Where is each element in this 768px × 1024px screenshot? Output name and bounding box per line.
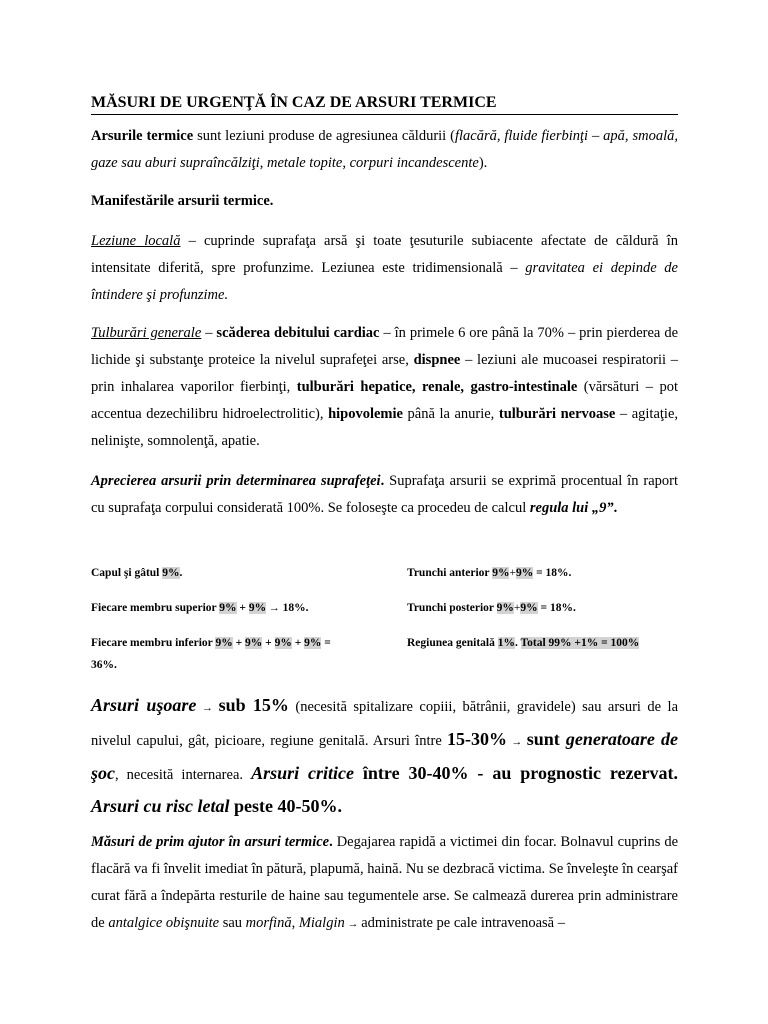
nines-trunk-ant-label: Trunchi anterior xyxy=(407,567,493,579)
local-text: – cuprinde suprafaţa arsă şi toate ţesuturile subiacente afectate de căldură în intensitate diferită, spre profunzime. Leziunea este tridimensională – xyxy=(91,233,678,276)
severity-mild: Arsuri uşoare xyxy=(91,695,197,715)
severity-paragraph xyxy=(91,690,678,824)
intro-text: sunt leziuni produse de agresiunea căldurii ( xyxy=(193,128,455,144)
nines-lower-p1: 9% xyxy=(215,637,233,649)
severity-lethal: Arsuri cu risc letal xyxy=(91,796,230,816)
nines-trunk-post-p2: 9% xyxy=(520,602,538,614)
general-disorders-paragraph xyxy=(91,320,678,455)
nines-upper-plus: + xyxy=(236,602,249,614)
nines-lower-limb xyxy=(91,632,381,676)
local-lesion-paragraph xyxy=(91,228,678,309)
nines-trunk-ant-p2: 9% xyxy=(515,567,534,579)
first-aid-paragraph xyxy=(91,829,678,938)
general-text-2: – leziuni ale mucoasei respiratorii – prin inhalarea vaporilor fierbinţi, xyxy=(91,352,678,395)
rule-of-nine: regula lui „9” xyxy=(529,500,614,516)
nines-lower-plus-2: + xyxy=(262,637,275,649)
first-aid-italic-1: antalgice obişnuite xyxy=(108,915,220,931)
severity-critical: Arsuri critice xyxy=(251,763,354,783)
severity-shock: generatoare de şoc xyxy=(91,729,678,783)
severity-critical-rest: între 30-40% - au prognostic rezervat. xyxy=(354,763,678,783)
nines-lower-p3: 9% xyxy=(274,637,292,649)
nines-trunk-posterior xyxy=(407,597,678,619)
nines-upper-total: 18%. xyxy=(282,602,309,614)
nines-head xyxy=(91,562,381,584)
first-aid-text-1: Degajarea rapidă a victimei din focar. Bolnavul cuprins de flacără va fi învelit imediat în pătură, plapumă, haină. Nu se dezbracă victima. Se înveleşte în cearşaf curat fără a îndepărta resturile de haine sau tegumentele arse. Se calmează durerea prin administrare de xyxy=(91,834,679,931)
general-text-5: – agitaţie, nelinişte, somnolenţă, apatie. xyxy=(91,406,679,449)
nines-trunk-ant-plus: + xyxy=(509,567,516,579)
nines-genital xyxy=(407,632,678,654)
estimate-end: . xyxy=(613,500,618,516)
page-title: MĂSURI DE URGENŢĂ ÎN CAZ DE ARSURI TERMICE xyxy=(91,93,678,115)
severity-lethal-rest: peste 40-50%. xyxy=(229,796,343,816)
estimate-dot: . xyxy=(380,473,385,489)
nines-head-pct: 9% xyxy=(162,567,180,579)
nines-lower-p4: 9% xyxy=(304,637,322,649)
nines-trunk-ant-total: = 18%. xyxy=(533,567,572,579)
nines-upper-label: Fiecare membru superior xyxy=(91,602,220,614)
general-dash: – xyxy=(201,325,217,341)
nines-upper-arrow: → xyxy=(266,602,283,614)
nines-trunk-post-total: = 18%. xyxy=(537,602,576,614)
nines-lower-eq: = xyxy=(321,637,331,649)
general-bold-1: scăderea debitului cardiac xyxy=(216,325,380,341)
nines-genital-dot: . xyxy=(514,637,521,649)
nines-genital-pct: 1% xyxy=(497,637,515,649)
nines-lower-plus-1: + xyxy=(232,637,245,649)
first-aid-text-3: , xyxy=(291,915,299,931)
general-text-3: (vărsături – pot accentua dezechilibru hidroelectrolitic), xyxy=(91,379,678,422)
intro-end: ). xyxy=(478,155,488,171)
nines-trunk-post-plus: + xyxy=(513,602,521,614)
nines-trunk-anterior xyxy=(407,562,678,584)
first-aid-italic-3: Mialgin xyxy=(298,915,345,931)
nines-lower-label: Fiecare membru inferior xyxy=(91,637,216,649)
general-text-1: – în primele 6 ore până la 70% – prin pierderea de lichide şi substanţe proteice la nivelul suprafeţei arse, xyxy=(91,325,678,368)
nines-lower-plus-3: + xyxy=(291,637,305,649)
first-aid-lead: Măsuri de prim ajutor în arsuri termice xyxy=(91,834,330,850)
severity-range: 15-30% xyxy=(447,729,507,749)
estimate-text: Suprafaţa arsurii se exprimă procentual în raport cu suprafaţa corpului considerată 100%. Se foloseşte ca procedeu de calcul xyxy=(91,473,679,516)
nines-upper-limb xyxy=(91,597,381,619)
severity-text-2: , necesită internarea. xyxy=(115,767,252,783)
nines-lower-total: 36%. xyxy=(91,659,117,671)
severity-mild-value: sub 15% xyxy=(218,695,289,715)
nines-head-label: Capul şi gâtul xyxy=(91,567,163,579)
general-term: Tulburări generale xyxy=(91,325,202,341)
intro-term: Arsurile termice xyxy=(91,128,194,144)
intro-paragraph xyxy=(91,123,678,177)
local-italic: gravitatea ei depinde de întindere şi profunzime. xyxy=(91,260,678,303)
severity-arrow-2: → xyxy=(507,736,527,748)
general-text-4: până la anurie, xyxy=(402,406,499,422)
first-aid-text-4: administrate pe cale intravenoasă – xyxy=(361,915,565,931)
nines-lower-p2: 9% xyxy=(245,637,263,649)
estimate-lead: Aprecierea arsurii prin determinarea suprafeţei xyxy=(91,473,381,489)
nines-head-end: . xyxy=(179,567,183,579)
intro-examples: flacără, fluide fierbinţi – apă, smoală, gaze sau aburi supraîncălziţi, metale topite, corpuri incandescente xyxy=(91,128,678,171)
first-aid-arrow: → xyxy=(344,918,362,930)
nines-grand-total: Total 99% +1% = 100% xyxy=(520,637,640,649)
first-aid-text-2: sau xyxy=(219,915,246,931)
first-aid-italic-2: morfină xyxy=(245,915,292,931)
general-bold-2: dispnee xyxy=(413,352,461,368)
general-bold-5: tulburări nervoase xyxy=(498,406,616,422)
nines-trunk-post-p1: 9% xyxy=(496,602,514,614)
nines-genital-label: Regiunea genitală xyxy=(407,637,498,649)
nines-upper-p2: 9% xyxy=(248,602,267,614)
severity-sunt: sunt xyxy=(526,729,566,749)
nines-trunk-post-label: Trunchi posterior xyxy=(407,602,497,614)
severity-text-1: (necesită spitalizare copiii, bătrânii, gravidele) sau arsuri de la nivelul capului, gât, picioare, regiune genitală. Arsuri între xyxy=(91,699,679,749)
nines-upper-p1: 9% xyxy=(219,602,237,614)
general-bold-4: hipovolemie xyxy=(328,406,403,422)
manifest-heading: Manifestările arsurii termice. xyxy=(91,193,274,209)
local-term: Leziune locală xyxy=(91,233,181,249)
nines-trunk-ant-p1: 9% xyxy=(492,567,510,579)
severity-arrow-1: → xyxy=(196,702,219,714)
first-aid-dot: . xyxy=(329,834,333,850)
estimate-paragraph xyxy=(91,468,678,522)
general-bold-3: tulburări hepatice, renale, gastro-intestinale xyxy=(296,379,578,395)
